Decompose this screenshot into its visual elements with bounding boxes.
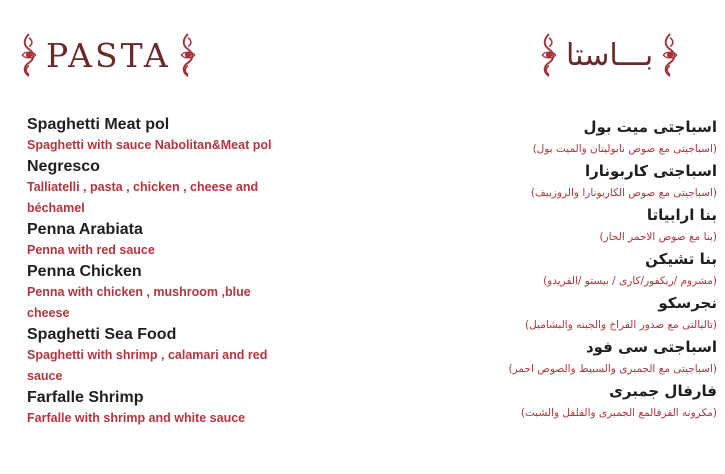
dish-description: (تاليالتى مع صدور الفراخ والجبنه والبشاميل): [525, 319, 717, 331]
dish-name: بنا تشيكن: [645, 250, 717, 268]
dish-description: Farfalle with shrimp and white sauce: [27, 411, 246, 425]
dish-description: (مشروم /ريكفور/كارى / بيستو /الفريدو): [543, 275, 717, 287]
dish-name: فارفال جمبرى: [609, 382, 717, 400]
menu-item: [27, 387, 317, 429]
english-title: PASTA: [46, 35, 171, 75]
dish-name: Penna Arabiata: [27, 221, 143, 238]
flourish-right-icon: [659, 32, 681, 78]
dish-description: Spaghetti with sauce Nabolitan&Meat pol: [27, 138, 272, 152]
dish-name: بنا ارابياتا: [646, 206, 717, 224]
arabic-menu-list: [387, 116, 717, 424]
dish-description-continued: cheese: [27, 306, 70, 320]
dish-name: اسباجتى ميت بول: [583, 118, 717, 136]
dish-name: Penna Chicken: [27, 263, 142, 280]
dish-description: Penna with chicken , mushroom ,blue: [27, 285, 251, 299]
menu-item: [27, 261, 317, 324]
dish-name: اسباجتى سى فود: [585, 338, 717, 356]
dish-description-continued: sauce: [27, 369, 63, 383]
dish-description: (مكرونه الفرفالمع الجمبرى والفلفل والشبت): [520, 407, 717, 419]
english-menu-list: [27, 114, 317, 429]
flourish-right-icon: [177, 32, 199, 78]
dish-description: Penna with red sauce: [27, 243, 155, 257]
dish-description: (اسباجيتى مع صوص نابوليتان والميت بول): [532, 143, 717, 155]
dish-name: Farfalle Shrimp: [27, 389, 144, 406]
menu-item: [387, 292, 717, 336]
dish-name: Spaghetti Sea Food: [27, 326, 177, 343]
menu-item: [27, 156, 317, 219]
dish-description: (اسباجيتى مع صوص الكاربونارا والروزبيف): [530, 187, 717, 199]
dish-name: Spaghetti Meat pol: [27, 116, 170, 133]
menu-item: [387, 116, 717, 160]
arabic-header: [538, 30, 681, 80]
menu-item: [387, 336, 717, 380]
menu-item: [387, 204, 717, 248]
dish-name: نجرسكو: [658, 294, 717, 312]
flourish-left-icon: [18, 32, 40, 78]
english-header: [18, 30, 199, 80]
dish-name: Negresco: [27, 158, 100, 175]
dish-description: (بنا مع صوص الاحمر الحار): [599, 231, 717, 243]
menu-item: [27, 219, 317, 261]
menu-item: [27, 324, 317, 387]
dish-description: (اسباجيتى مع الجمبرى والسبيط والصوص احمر): [508, 363, 717, 375]
menu-item: [387, 248, 717, 292]
dish-description: Talliatelli , pasta , chicken , cheese and: [27, 180, 259, 194]
dish-name: اسباجتى كاربونارا: [584, 162, 717, 180]
dish-description-continued: béchamel: [27, 201, 85, 215]
menu-item: [387, 380, 717, 424]
menu-item: [27, 114, 317, 156]
menu-item: [387, 160, 717, 204]
dish-description: Spaghetti with shrimp , calamari and red: [27, 348, 268, 362]
arabic-title: بـــاستا: [566, 37, 654, 73]
flourish-left-icon: [538, 32, 560, 78]
